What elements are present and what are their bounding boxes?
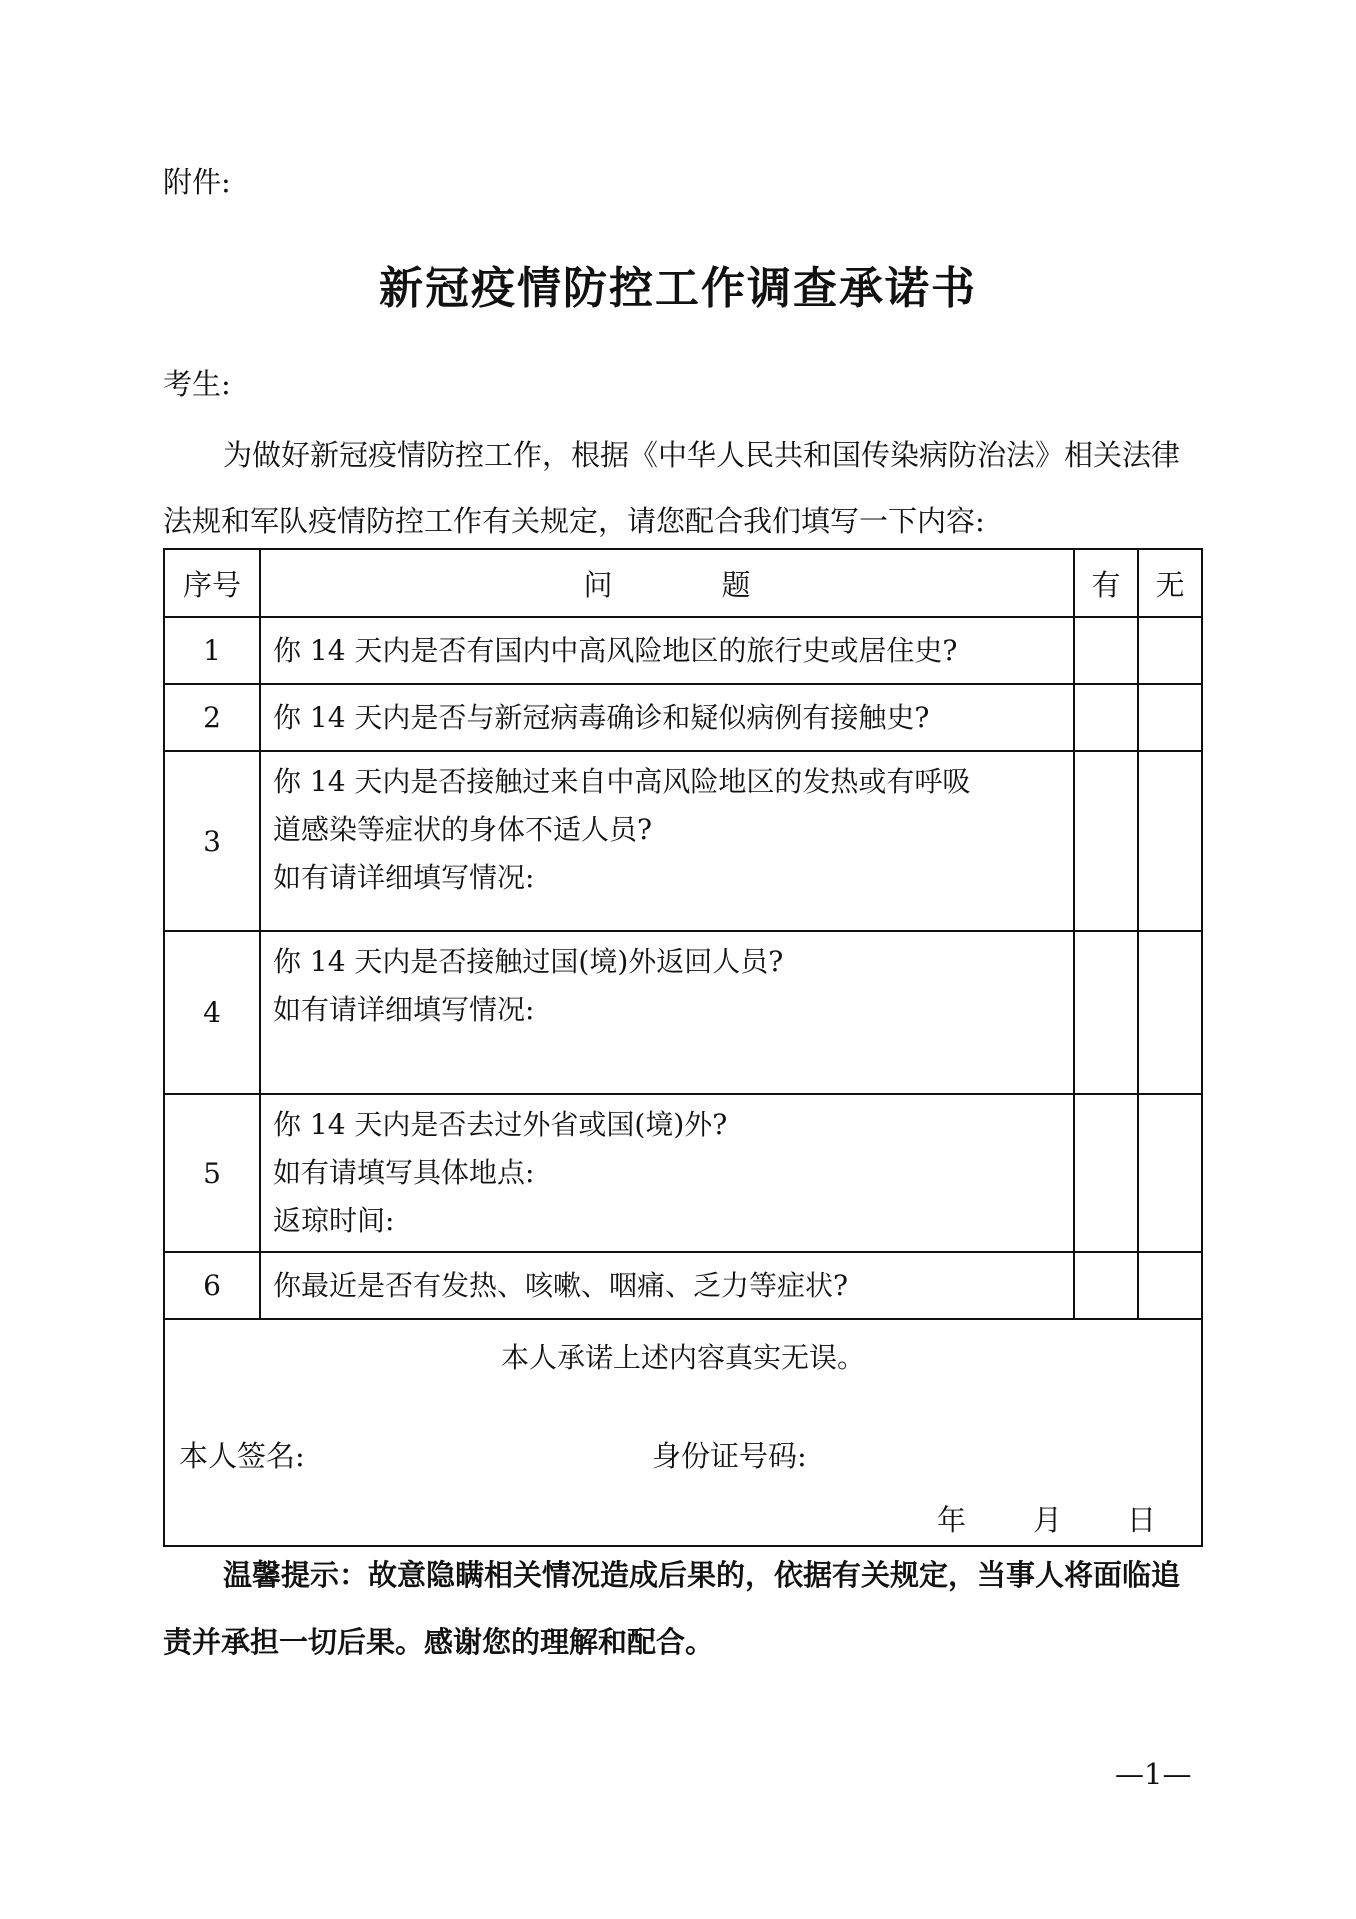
question-detail-prompt[interactable]: 如有请详细填写情况:: [273, 993, 535, 1026]
table-row: [164, 684, 1202, 751]
table-row: [164, 617, 1202, 684]
table-row: [164, 931, 1202, 1094]
row-number: 3: [164, 751, 260, 931]
none-checkbox-cell[interactable]: [1138, 751, 1202, 931]
question-line: 你 14 天内是否接触过国(境)外返回人员?: [273, 945, 784, 978]
date-month-label[interactable]: 月: [1033, 1503, 1063, 1537]
row-number: 6: [164, 1252, 260, 1319]
yes-checkbox-cell[interactable]: [1074, 617, 1138, 684]
date-year-label[interactable]: 年: [937, 1503, 967, 1537]
none-checkbox-cell[interactable]: [1138, 1252, 1202, 1319]
question-detail-prompt[interactable]: 如有请详细填写情况:: [273, 861, 535, 894]
header-no: 序号: [164, 549, 260, 617]
intro-paragraph: 为做好新冠疫情防控工作，根据《中华人民共和国传染病防治法》相关法律法规和军队疫情防控工作有关规定，请您配合我们填写一下内容:: [163, 438, 1181, 538]
row-question: [260, 684, 1074, 751]
table-row: [164, 1252, 1202, 1319]
row-number: 4: [164, 931, 260, 1094]
table-row: [164, 1094, 1202, 1252]
signature-field[interactable]: 本人签名:: [179, 1439, 305, 1473]
question-line: 你最近是否有发热、咳嗽、咽痛、乏力等症状?: [273, 1268, 849, 1302]
id-number-field[interactable]: 身份证号码:: [652, 1439, 807, 1473]
date-day-label[interactable]: 日: [1127, 1503, 1157, 1537]
none-checkbox-cell[interactable]: [1138, 931, 1202, 1094]
question-return-time-prompt[interactable]: 返琼时间:: [273, 1204, 395, 1237]
examinee-label: 考生:: [163, 367, 231, 401]
document-title: 新冠疫情防控工作调查承诺书: [379, 263, 977, 314]
question-line: 你 14 天内是否有国内中高风险地区的旅行史或居住史?: [273, 633, 958, 667]
table-row: [164, 751, 1202, 931]
row-question: [260, 1094, 1074, 1252]
yes-checkbox-cell[interactable]: [1074, 1094, 1138, 1252]
header-yes: 有: [1074, 549, 1138, 617]
row-number: 5: [164, 1094, 260, 1252]
question-location-prompt[interactable]: 如有请填写具体地点:: [273, 1156, 535, 1189]
attachment-label: 附件:: [163, 165, 231, 199]
header-question-label: 问 题: [583, 567, 791, 602]
header-none: 无: [1138, 549, 1202, 617]
warm-tips: 温馨提示：故意隐瞒相关情况造成后果的，依据有关规定，当事人将面临追责并承担一切后果。感谢您的理解和配合。: [163, 1558, 1181, 1659]
pledge-statement: 本人承诺上述内容真实无误。: [500, 1341, 865, 1374]
question-line: 你 14 天内是否接触过来自中高风险地区的发热或有呼吸: [273, 765, 971, 798]
question-line: 你 14 天内是否去过外省或国(境)外?: [273, 1108, 728, 1141]
none-checkbox-cell[interactable]: [1138, 1094, 1202, 1252]
yes-checkbox-cell[interactable]: [1074, 1252, 1138, 1319]
pledge-row: [164, 1319, 1202, 1546]
page-number: —1—: [1115, 1757, 1192, 1791]
row-number: 1: [164, 617, 260, 684]
none-checkbox-cell[interactable]: [1138, 684, 1202, 751]
yes-checkbox-cell[interactable]: [1074, 684, 1138, 751]
yes-checkbox-cell[interactable]: [1074, 751, 1138, 931]
row-question: [260, 617, 1074, 684]
row-question: [260, 751, 1074, 931]
table-header-row: [164, 549, 1202, 617]
row-question: [260, 931, 1074, 1094]
row-number: 2: [164, 684, 260, 751]
yes-checkbox-cell[interactable]: [1074, 931, 1138, 1094]
pledge-cell: [164, 1319, 1202, 1546]
question-line: 道感染等症状的身体不适人员?: [273, 813, 653, 846]
row-question: [260, 1252, 1074, 1319]
header-question: [260, 549, 1074, 617]
none-checkbox-cell[interactable]: [1138, 617, 1202, 684]
survey-table: [163, 548, 1203, 1547]
question-line: 你 14 天内是否与新冠病毒确诊和疑似病例有接触史?: [273, 700, 930, 734]
